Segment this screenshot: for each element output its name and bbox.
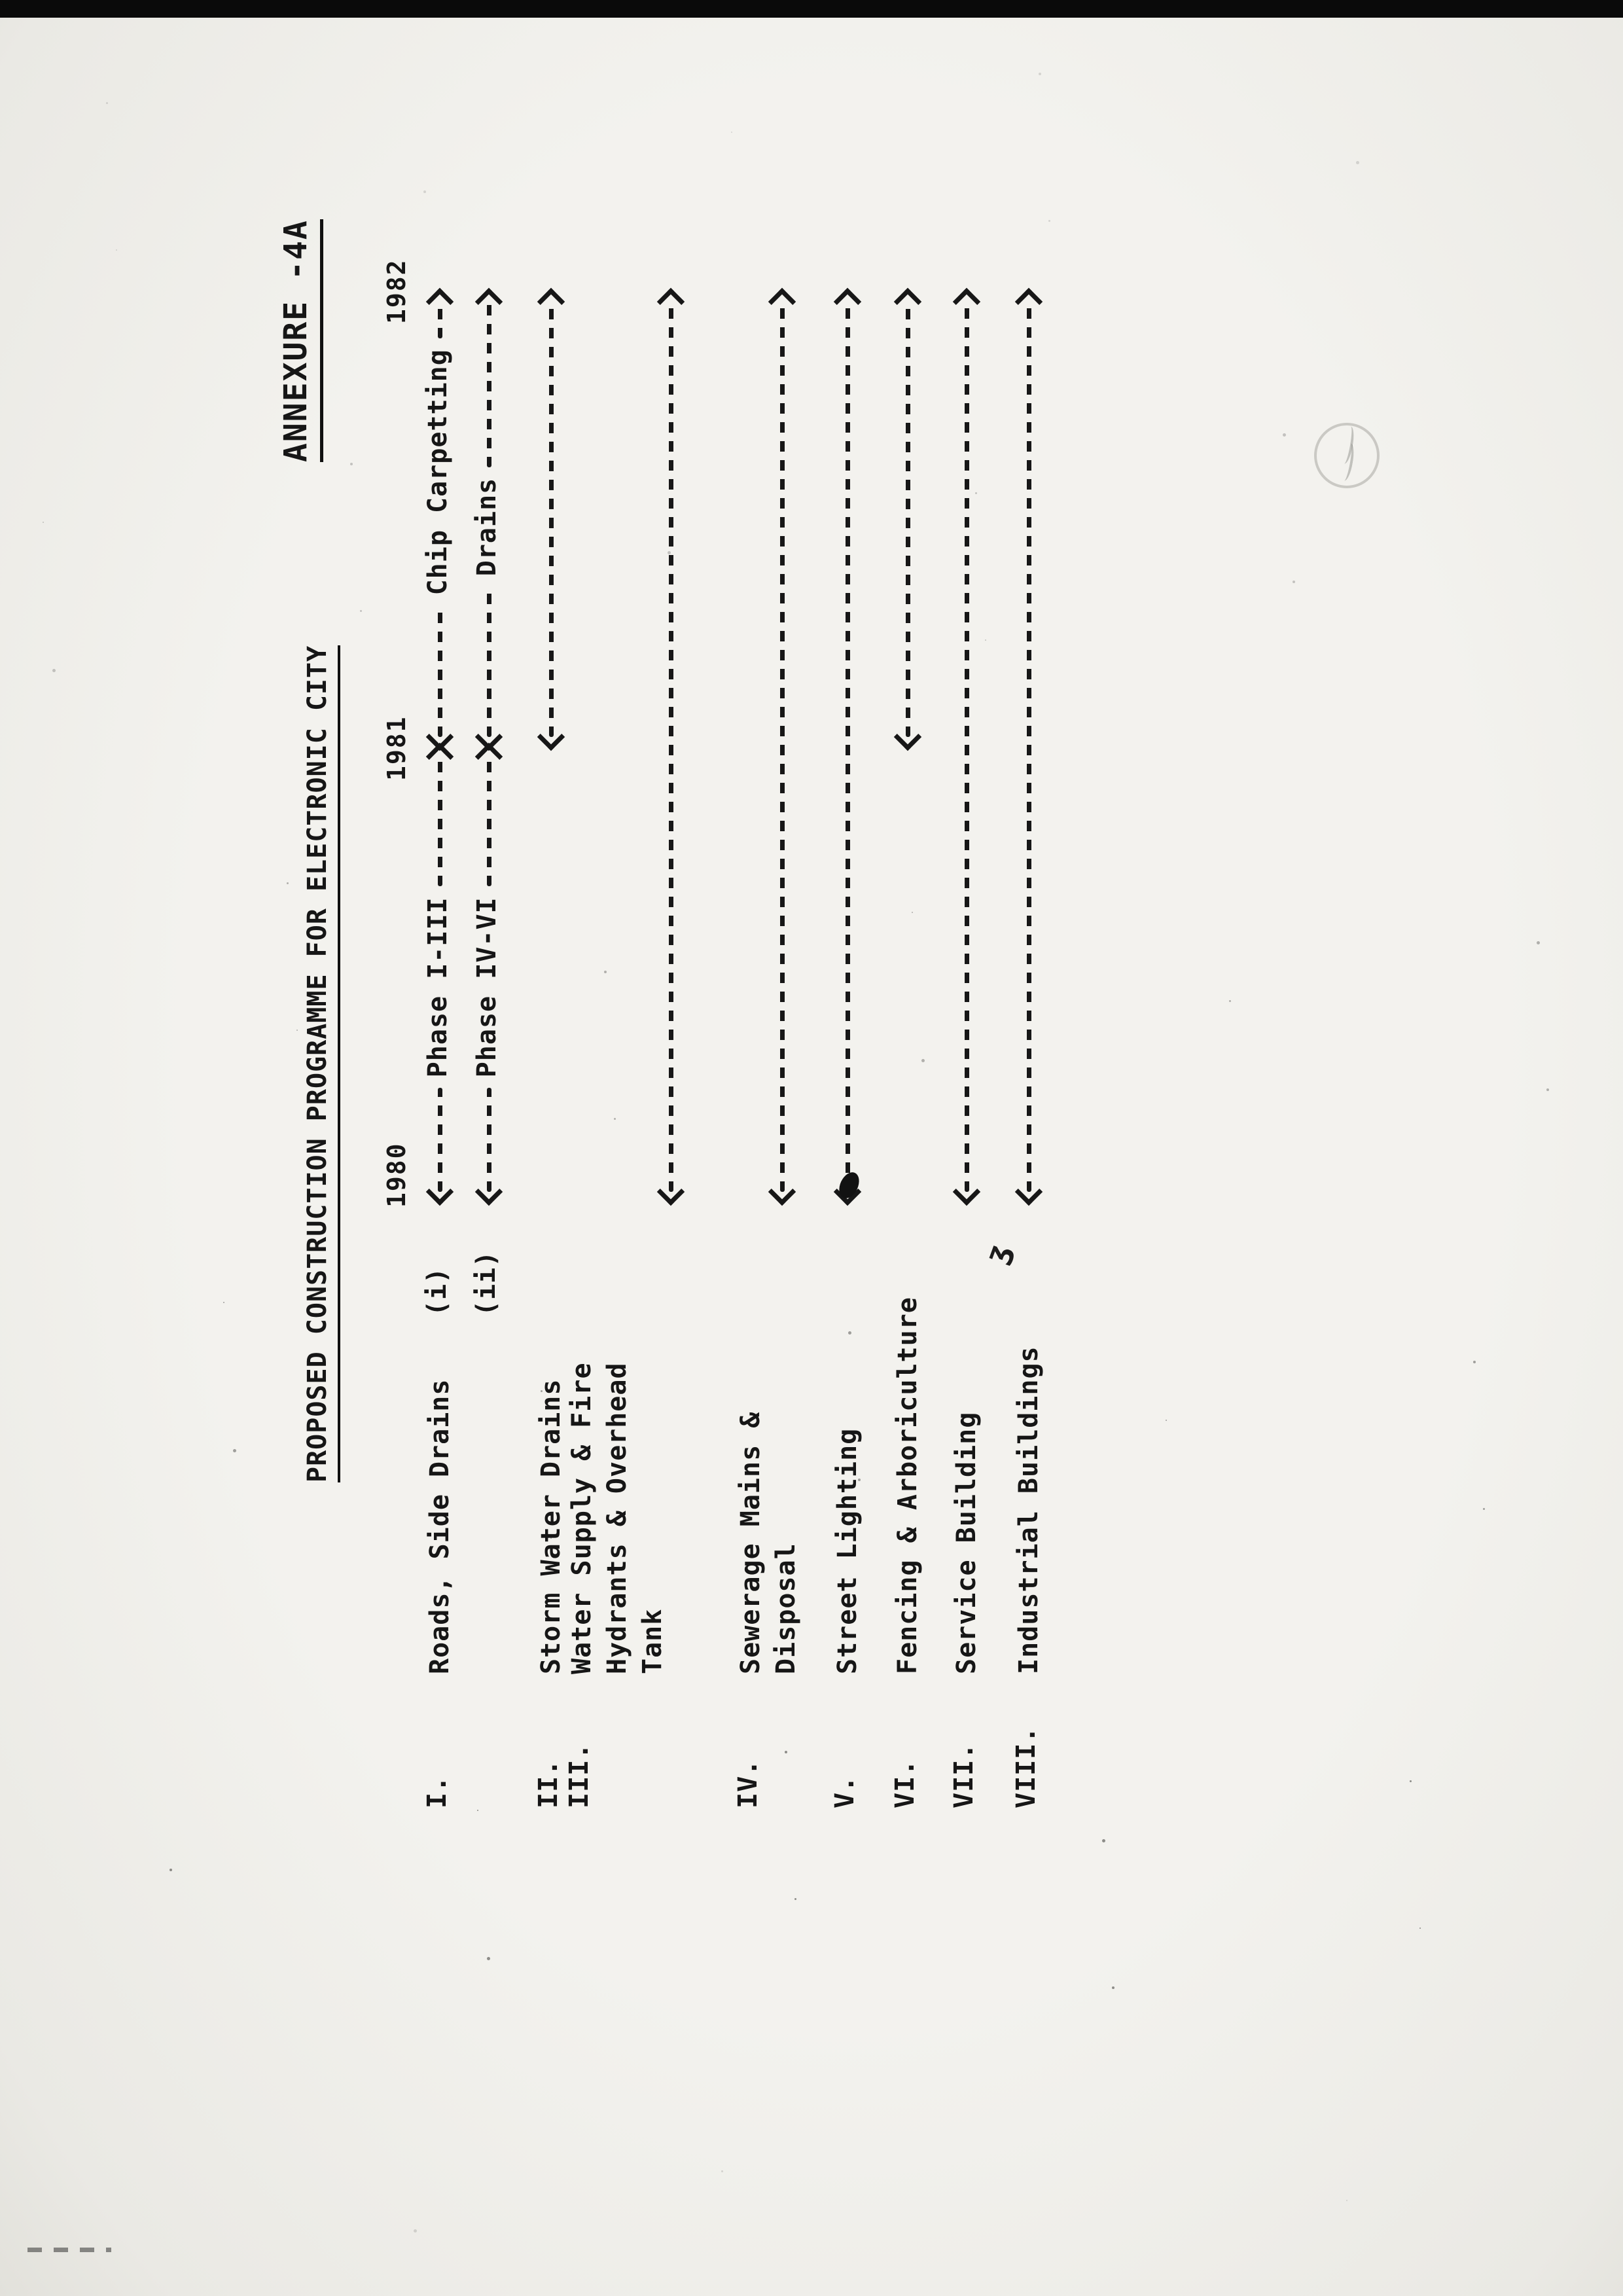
arrowhead-right-icon	[768, 288, 796, 315]
scan-speck	[223, 1302, 224, 1303]
scan-speck	[1346, 2200, 1347, 2201]
scan-speck	[287, 882, 289, 884]
year-label-1980: 1980	[382, 1142, 411, 1208]
scan-speck	[43, 522, 44, 523]
ink-squiggle: ʒ	[977, 1238, 1017, 1268]
dashed-line	[438, 757, 442, 886]
scan-speck	[169, 1869, 172, 1871]
schedule-arrow	[894, 292, 921, 747]
arrowhead-left-icon	[953, 1178, 980, 1206]
dashed-line	[549, 302, 554, 737]
scan-marks-bottom	[27, 2248, 111, 2252]
year-label-1981: 1981	[382, 715, 411, 781]
scan-speck	[604, 971, 607, 973]
item-label-line: Tank	[637, 1608, 668, 1674]
arrowhead-right-icon	[426, 288, 454, 315]
item-label	[733, 1412, 804, 1674]
bar-label: Drains	[472, 477, 502, 577]
item-label-line: Roads, Side Drains	[425, 1378, 455, 1674]
arrowhead-left-icon	[426, 1178, 454, 1206]
item-label-line: Water Supply & Fire	[567, 1362, 597, 1674]
scan-speck	[1283, 433, 1286, 437]
item-label	[422, 1379, 457, 1674]
item-label-line: Storm Water Drains	[536, 1378, 566, 1674]
scan-speck	[785, 1751, 787, 1753]
arrowhead-right-icon	[657, 288, 685, 315]
dashed-line	[438, 605, 442, 737]
item-label	[890, 1297, 925, 1674]
scan-speck	[550, 1537, 552, 1539]
scan-speck	[414, 2229, 417, 2233]
arrowhead-right-icon	[834, 288, 861, 315]
scan-speck	[1419, 1928, 1421, 1929]
dashed-line	[487, 757, 491, 886]
item-label-line: Service Building	[952, 1411, 982, 1674]
item-numeral: V.	[830, 1775, 860, 1808]
schedule-arrow	[423, 747, 454, 1202]
item-numeral: II.	[533, 1759, 563, 1808]
schedule-arrow	[768, 292, 796, 1202]
scan-speck	[985, 639, 986, 641]
scan-speck	[912, 912, 913, 913]
arrowhead-right-icon	[475, 288, 503, 315]
schedule-arrow	[657, 292, 685, 1202]
scan-speck	[350, 463, 353, 465]
item-label	[1011, 1346, 1046, 1674]
dashed-line	[846, 302, 850, 1192]
sub-item-marker: (i)	[422, 1266, 452, 1316]
arrowhead-left-icon	[894, 723, 921, 751]
scan-speck	[1537, 941, 1540, 944]
item-numeral: VII.	[949, 1742, 979, 1808]
item-label	[533, 1379, 569, 1674]
scan-speck	[1229, 1000, 1231, 1002]
scan-speck	[1293, 581, 1295, 583]
sub-item-marker: (ii)	[471, 1250, 501, 1316]
scan-speck	[1473, 1361, 1476, 1363]
scan-speck	[360, 610, 362, 612]
scan-speck	[1166, 1420, 1167, 1421]
scan-speck	[668, 551, 671, 554]
year-label-1982: 1982	[382, 259, 411, 324]
page-title	[302, 645, 332, 1482]
scan-speck	[1102, 1839, 1105, 1842]
arrowhead-left-icon	[475, 1178, 503, 1206]
dashed-line	[487, 302, 491, 467]
scan-speck	[233, 1449, 236, 1452]
dashed-line	[906, 302, 910, 737]
arrowhead-left-icon	[1015, 1178, 1043, 1206]
arrowhead-left-icon	[768, 1178, 796, 1206]
bar-label: Phase IV-VI	[472, 897, 502, 1078]
item-numeral: VIII.	[1011, 1726, 1041, 1808]
item-label	[949, 1412, 984, 1674]
scan-speck	[721, 2170, 723, 2172]
dashed-line	[669, 302, 673, 1192]
dashed-line	[438, 1088, 442, 1192]
scan-speck	[1546, 1088, 1549, 1091]
schedule-arrow	[423, 292, 454, 747]
scan-speck	[794, 1898, 796, 1900]
page-title-text: PROPOSED CONSTRUCTION PROGRAMME FOR ELECTRONIC CITY	[302, 645, 340, 1482]
item-numeral: IV.	[733, 1759, 763, 1808]
item-label-line: Sewerage Mains &	[736, 1411, 766, 1674]
scan-speck	[975, 492, 977, 494]
item-label-line: Hydrants & Overhead	[602, 1362, 632, 1674]
scan-speck	[1483, 1508, 1485, 1510]
arrowhead-left-icon	[475, 723, 503, 751]
scan-speck	[858, 1479, 861, 1481]
scan-speck	[1048, 220, 1050, 222]
schedule-arrow	[1015, 292, 1043, 1202]
scan-speck	[848, 1331, 851, 1335]
item-label	[564, 1362, 670, 1674]
item-numeral: VI.	[890, 1759, 920, 1808]
scan-speck	[423, 190, 426, 193]
schedule-arrow	[953, 292, 980, 1202]
scan-speck	[487, 1957, 490, 1960]
item-numeral: I.	[422, 1775, 452, 1808]
arrowhead-right-icon	[894, 288, 921, 315]
arrowhead-left-icon	[657, 1178, 685, 1206]
schedule-arrow	[537, 292, 565, 747]
scan-speck	[116, 249, 117, 251]
scan-speck	[731, 132, 732, 133]
scan-speck	[296, 1030, 298, 1031]
schedule-arrow	[472, 747, 503, 1202]
arrowhead-right-icon	[953, 288, 980, 315]
scan-speck	[541, 1390, 543, 1392]
scan-speck	[52, 669, 56, 672]
item-label-line: Street Lighting	[832, 1427, 863, 1674]
bar-label: Phase I-III	[423, 897, 453, 1078]
item-label-line: Industrial Buildings	[1014, 1346, 1044, 1674]
item-label-line: Fencing & Arboriculture	[893, 1297, 923, 1674]
scan-speck	[614, 1118, 616, 1120]
dashed-line	[965, 302, 969, 1192]
scan-speck	[921, 1059, 925, 1062]
schedule-arrow	[472, 292, 503, 747]
annexure-text: ANNEXURE -4A	[277, 219, 323, 462]
scan-speck	[1410, 1780, 1412, 1782]
scan-speck	[1356, 161, 1359, 164]
arrowhead-left-icon	[537, 723, 565, 751]
arrowhead-right-icon	[537, 288, 565, 315]
schedule-arrow	[834, 292, 861, 1202]
scan-speck	[1112, 1986, 1115, 1989]
scan-speck	[477, 1810, 478, 1811]
scan-speck	[106, 102, 108, 104]
scan-speck	[1039, 73, 1041, 75]
item-numeral: III.	[564, 1742, 594, 1808]
stamp-mark	[1314, 423, 1380, 488]
annexure-label	[277, 219, 314, 462]
dashed-line	[1027, 302, 1031, 1192]
dashed-line	[780, 302, 785, 1192]
bar-label: Chip Carpetting	[423, 349, 453, 596]
arrowhead-right-icon	[1015, 288, 1043, 315]
arrowhead-left-icon	[426, 723, 454, 751]
item-label-line: Disposal	[771, 1543, 801, 1674]
dashed-line	[487, 586, 491, 737]
dashed-line	[487, 1088, 491, 1192]
item-label	[830, 1428, 865, 1674]
